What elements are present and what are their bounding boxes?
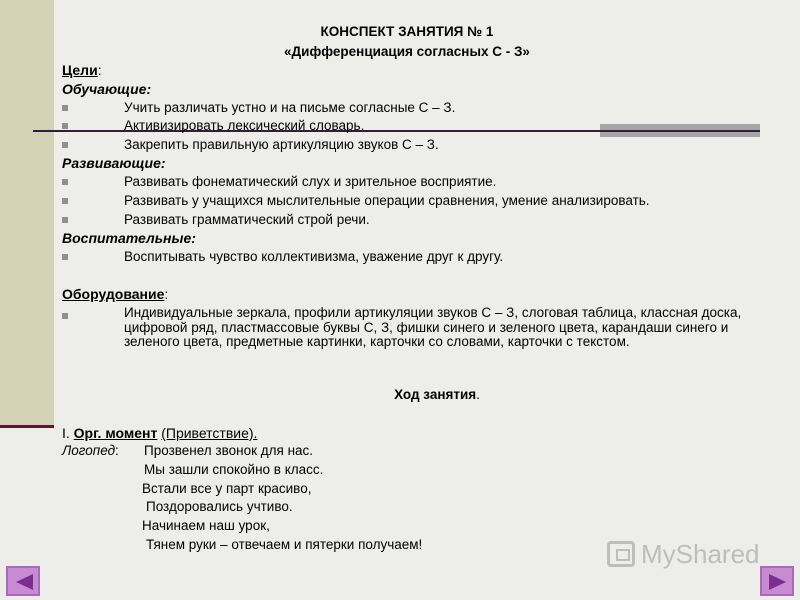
poem-line: Мы зашли спокойно в класс. (144, 462, 324, 477)
presentation-icon (607, 541, 635, 567)
equipment-text: Индивидуальные зеркала, профили артикуляции звуков С – З, слоговая таблица, классная доска, цифровой ряд, пластмассовые буквы С, З, фишки синего и зеленого цвета, карандаши синего и зеленого цвета, предметные картинки, карточки со словами, карточки с текстом. (124, 305, 742, 349)
lesson-heading (62, 387, 800, 402)
developing-heading: Развивающие: (62, 155, 166, 171)
page-title: КОНСПЕКТ ЗАНЯТИЯ № 1 (320, 24, 494, 39)
speaker-colon: : (115, 443, 119, 458)
stage-number: I. (62, 425, 74, 441)
speaker-line (62, 443, 314, 458)
goals-label: Цели (62, 62, 98, 78)
bullet-icon (62, 123, 68, 129)
bullet-icon (62, 254, 68, 260)
teaching-heading: Обучающие: (62, 81, 152, 97)
poem-line: Поздоровались учтиво. (146, 499, 293, 514)
prev-slide-button[interactable] (6, 566, 40, 596)
poem-line: Прозвенел звонок для нас. (144, 443, 314, 458)
list-item-text: Развивать фонематический слух и зрительное восприятие. (124, 174, 497, 189)
list-item-text: Развивать грамматический строй речи. (124, 212, 370, 227)
poem-line: Начинаем наш урок, (142, 518, 270, 533)
stage-line (62, 425, 257, 441)
poem-line: Тянем руки – отвечаем и пятерки получаем! (146, 537, 423, 552)
poem-line: Встали все у парт красиво, (142, 481, 312, 496)
next-slide-button[interactable] (760, 566, 794, 596)
bullet-icon (62, 142, 68, 148)
page-subtitle: «Дифференциация согласных С - З» (284, 44, 530, 59)
stage-label: Орг. момент (73, 425, 158, 441)
equipment-heading (62, 286, 168, 302)
list-item-text: Закрепить правильную артикуляцию звуков С – З. (124, 137, 439, 152)
left-sidebar-panel (0, 0, 54, 426)
bullet-icon (62, 105, 68, 111)
triangle-right-icon (767, 572, 789, 592)
lesson-heading-dot: . (476, 387, 480, 402)
goals-heading (62, 62, 102, 78)
speaker-label: Логопед (62, 443, 116, 458)
educational-heading: Воспитательные: (62, 230, 196, 246)
equipment-colon: : (164, 286, 169, 302)
lesson-heading-text: Ход занятия (394, 387, 477, 402)
watermark-text: MyShared (641, 538, 760, 569)
list-item-text: Развивать у учащихся мыслительные операции сравнения, умение анализировать. (124, 193, 650, 208)
equipment-label: Оборудование (62, 286, 165, 302)
triangle-left-icon (13, 572, 35, 592)
bullet-icon (62, 198, 68, 204)
goals-colon: : (97, 62, 102, 78)
bullet-icon (62, 217, 68, 223)
stage-note: (Приветствие). (161, 425, 258, 441)
list-item-text: Активизировать лексический словарь. (124, 118, 365, 133)
watermark-logo (607, 536, 760, 572)
bullet-icon (62, 313, 68, 319)
sidebar-divider (0, 425, 54, 428)
list-item-text: Учить различать устно и на письме согласные С – З. (124, 100, 456, 115)
bullet-icon (62, 179, 68, 185)
list-item-text: Воспитывать чувство коллективизма, уважение друг к другу. (124, 249, 504, 264)
